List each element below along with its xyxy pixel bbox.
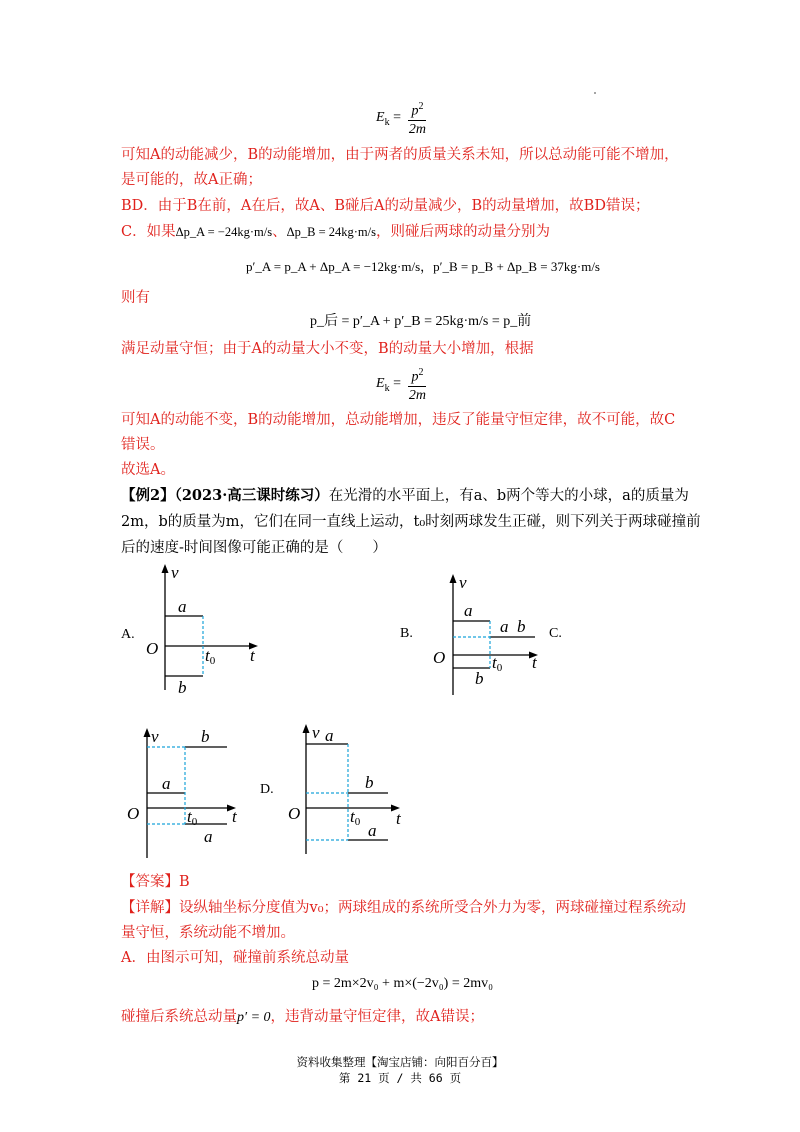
label-b-after: b (517, 617, 526, 636)
label-b: b (201, 727, 210, 746)
label-o: O (433, 648, 446, 667)
formula-total-momentum: p_后 = p′_A + p′_B = 25kg·m/s = p_前 (310, 314, 532, 329)
label-a-after: a (368, 821, 377, 840)
paragraph-choose: 故选A。 (121, 462, 175, 478)
scan-dot (594, 92, 596, 94)
label-t0: t0 (350, 807, 361, 828)
paragraph-line: 是可能的，故A正确； (121, 172, 262, 188)
label-a-after: a (204, 827, 213, 846)
label-a: a (178, 597, 187, 616)
paragraph-line: 可知A的动能不变，B的动能增加，总动能增加，违反了能量守恒定律，故不可能，故C (121, 412, 676, 428)
label-o: O (288, 804, 301, 823)
option-b-label: B. (400, 626, 413, 641)
label-t: t (250, 646, 255, 665)
option-a-label: A. (121, 627, 135, 642)
paragraph-c: C．如果Δp_A = −24kg·m/s、Δp_B = 24kg·m/s，则碰后两球的动量分别为 (121, 224, 550, 240)
option-c-label: C. (549, 626, 562, 641)
graph-option-b (428, 570, 558, 700)
formula-kinetic-energy-2: $E_k$ = $\frac{p^2}{2m}$ (376, 364, 426, 404)
label-t: t (396, 809, 401, 828)
paragraph-line: 错误。 (121, 437, 165, 453)
paragraph-after: 碰撞后系统总动量p′ = 0，违背动量守恒定律，故A错误； (121, 1009, 484, 1025)
label-a: a (464, 601, 473, 620)
label-a: a (325, 726, 334, 745)
formula-total-before: p = 2m×2v₀ + m×(−2v₀) = 2mv₀ (312, 976, 494, 991)
v-axis-arrow (303, 724, 310, 733)
example-line-2: 2m，b的质量为m，它们在同一直线上运动，t₀时刻两球发生正碰，则下列关于两球碰撞前 (121, 514, 701, 530)
paragraph-conserve: 满足动量守恒；由于A的动量大小不变，B的动量大小增加，根据 (121, 341, 534, 357)
footer-source: 资料收集整理【淘宝店铺：向阳百分百】 (296, 1055, 504, 1069)
label-b: b (365, 773, 374, 792)
label-a-after: a (500, 617, 509, 636)
label-t0: t0 (187, 807, 198, 828)
formula-delta-pb: Δp_B = 24kg·m/s (286, 225, 376, 239)
option-d-label: D. (260, 782, 274, 797)
detail-line-2: 量守恒，系统动能不增加。 (121, 925, 295, 941)
label-t: t (232, 807, 237, 826)
label-a: a (162, 774, 171, 793)
v-axis-arrow (162, 564, 169, 573)
label-b: b (178, 678, 187, 695)
label-t: t (532, 653, 537, 672)
example-line-3: 后的速度-时间图像可能正确的是（ ） (121, 540, 387, 556)
label-o: O (146, 639, 159, 658)
label-o: O (127, 804, 140, 823)
graph-option-a (140, 560, 280, 695)
label-v: v (151, 727, 159, 746)
formula-kinetic-energy-1: $E_k$ = $\frac{p^2}{2m}$ (376, 98, 426, 138)
paragraph-line: 可知A的动能减少，B的动能增加，由于两者的质量关系未知，所以总动能可能不增加， (121, 147, 679, 163)
paragraph-a: A．由图示可知，碰撞前系统总动量 (121, 950, 349, 966)
label-v: v (171, 563, 179, 582)
footer-page-number: 第 21 页 / 共 66 页 (338, 1071, 462, 1085)
paragraph-then: 则有 (121, 290, 150, 306)
label-v: v (459, 573, 467, 592)
label-v: v (312, 723, 320, 742)
v-axis-arrow (450, 574, 457, 583)
v-axis-arrow (144, 728, 151, 737)
label-b: b (475, 669, 484, 688)
graph-option-c (124, 722, 259, 860)
detail-line-1: 【详解】设纵轴坐标分度值为v₀；两球组成的系统所受合外力为零，两球碰撞过程系统动 (121, 900, 687, 916)
formula-delta-pa: Δp_A = −24kg·m/s (175, 225, 273, 239)
graph-option-d (288, 718, 418, 858)
formula-momentum-after: p′_A = p_A + Δp_A = −12kg·m/s，p′_B = p_B + Δp_B = 37kg·m/s (246, 259, 600, 274)
label-t0: t0 (492, 653, 503, 674)
answer-line: 【答案】B (121, 874, 190, 890)
formula-p-prime: p′ = 0 (237, 1010, 271, 1025)
label-t0: t0 (205, 646, 216, 667)
paragraph-bd: BD．由于B在前，A在后，故A、B碰后A的动量减少，B的动量增加，故BD错误； (121, 198, 650, 214)
example-line-1: 【例2】（2023·高三课时练习）在光滑的水平面上，有a、b两个等大的小球，a的质量为 (121, 487, 689, 504)
